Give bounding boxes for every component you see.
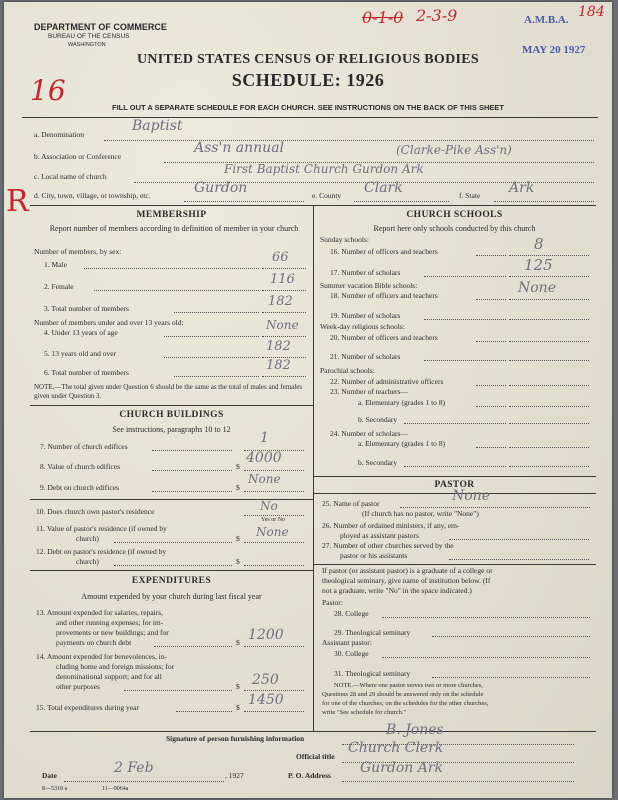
college-intro-2: theological seminary, give name of institution below. (If <box>322 576 491 585</box>
q14-answer: 250 <box>252 672 279 688</box>
divider <box>30 405 313 406</box>
print-number: 11—9064a <box>102 786 129 792</box>
dollar-sign: $ <box>236 638 240 647</box>
answer-line <box>244 646 304 647</box>
q15-answer: 1450 <box>248 692 284 708</box>
q14-line-1: 14. Amount expended for benevolences, in- <box>36 652 168 661</box>
q24-label: 24. Number of scholars— <box>330 429 408 438</box>
department-label: DEPARTMENT OF COMMERCE <box>34 22 167 32</box>
membership-note: NOTE.—The total given under Question 6 should be the same as the total of males and females given under Question 3. <box>34 383 303 400</box>
answer-line <box>382 617 590 618</box>
answer-line <box>244 711 304 712</box>
q11-answer: None <box>256 525 289 539</box>
answer-line <box>244 542 304 543</box>
q15-label: 15. Total expenditures during year <box>36 703 139 712</box>
q12-label-2: church) <box>76 557 99 566</box>
q10-answer: No <box>260 499 278 513</box>
answer-line <box>432 677 590 678</box>
q6-label: 6. Total number of members <box>44 368 129 377</box>
leader <box>424 360 506 361</box>
pastor-heading: PASTOR <box>434 480 475 490</box>
age-intro: Number of members under and over 13 years old: <box>34 318 184 327</box>
answer-line <box>432 636 590 637</box>
q8-label: 8. Value of church edifices <box>40 462 121 471</box>
q14-line-4: other purposes <box>56 682 100 691</box>
leader <box>424 276 506 277</box>
q11-label: 11. Value of pastor's residence (if owned by <box>36 524 167 533</box>
assistant-label: Assistant pastor: <box>322 638 372 647</box>
bureau-label: BUREAU OF THE CENSUS <box>48 33 130 40</box>
leader <box>404 423 506 424</box>
q1-label: 1. Male <box>44 260 67 269</box>
local-name-label: c. Local name of church <box>34 172 107 181</box>
pastor-note-2: Questions 28 and 29 should be answered only on the schedule <box>322 691 484 698</box>
stamp-code: 0-1-0 <box>362 8 404 27</box>
q23-label: 23. Number of teachers— <box>330 387 408 396</box>
answer-line <box>509 319 589 320</box>
q14-line-2: cluding home and foreign missions; for <box>56 662 175 671</box>
membership-intro: Report number of members according to definition of member in your church <box>49 224 299 233</box>
answer-line <box>244 491 304 492</box>
q13-line-1: 13. Amount expended for salaries, repairs, <box>36 608 164 617</box>
association-label: b. Association or Conference <box>34 152 122 161</box>
pastor-note-3: for one of the churches; on the schedules for the other churches, <box>322 700 489 707</box>
leader <box>164 336 259 337</box>
buildings-heading: CHURCH BUILDINGS <box>119 410 224 420</box>
q5-label: 5. 13 years old and over <box>44 349 117 358</box>
yes-no-hint: Yes or No <box>261 517 286 523</box>
q9-answer: None <box>248 472 281 486</box>
q27-line-1: 27. Number of other churches served by the <box>322 541 454 550</box>
q13-answer: 1200 <box>248 627 284 643</box>
answer-line <box>509 276 589 277</box>
answer-line <box>244 470 304 471</box>
q9-label: 9. Debt on church edifices <box>40 483 119 492</box>
leader <box>404 466 506 467</box>
answer-line <box>262 376 306 377</box>
summer-label: Summer vacation Bible schools: <box>320 281 418 290</box>
state-value: Ark <box>509 180 535 196</box>
expenditures-intro: Amount expended by your church during last fiscal year <box>81 592 262 601</box>
red-mark-r: R <box>6 184 29 219</box>
answer-line <box>262 268 306 269</box>
county-label: e. County <box>312 191 342 200</box>
leader <box>174 312 259 313</box>
q24b-label: b. Secondary <box>358 458 398 467</box>
q3-label: 3. Total number of members <box>44 304 129 313</box>
washington-label: WASHINGTON <box>68 42 106 48</box>
answer-line <box>244 515 304 516</box>
signature-label: Signature of person furnishing information <box>166 734 305 743</box>
q8-answer: 4000 <box>246 450 282 466</box>
leader <box>476 299 506 300</box>
divider <box>30 570 313 571</box>
q14-line-3: denominational support; and for all <box>56 672 162 681</box>
divider <box>313 564 596 565</box>
q2-answer: 116 <box>270 272 295 287</box>
q4-answer: None <box>266 318 299 332</box>
divider <box>22 117 598 118</box>
leader <box>476 385 506 386</box>
answer-line <box>244 565 304 566</box>
received-date-stamp: MAY 20 1927 <box>522 44 586 56</box>
leader <box>124 690 232 691</box>
association-note: (Clarke-Pike Ass'n) <box>396 143 512 157</box>
q19-label: 19. Number of scholars <box>330 311 401 320</box>
leader <box>476 406 506 407</box>
census-schedule-form <box>4 2 612 798</box>
membership-heading: MEMBERSHIP <box>136 210 207 220</box>
leader <box>94 290 259 291</box>
leader <box>152 470 232 471</box>
q23b-label: b. Secondary <box>358 415 398 424</box>
leader <box>174 376 259 377</box>
q13-line-3: provements or new buildings; and for <box>56 628 169 637</box>
official-title-label: Official title <box>296 752 335 761</box>
red-mark-16: 16 <box>30 74 66 107</box>
grid-bottom <box>30 731 596 732</box>
schools-intro: Report here only schools conducted by this church <box>373 224 536 233</box>
dollar-sign: $ <box>236 703 240 712</box>
college-intro-1: If pastor (or assistant pastor) is a graduate of a college or <box>322 566 493 575</box>
stamp-amb: A.M.B.A. <box>524 14 569 26</box>
q25-answer: None <box>452 488 490 504</box>
date-value: 2 Feb <box>114 760 154 776</box>
answer-line <box>509 385 589 386</box>
address-value: Gurdon Ark <box>360 760 444 776</box>
grid-center <box>313 205 314 731</box>
dollar-sign: $ <box>236 682 240 691</box>
q7-answer: 1 <box>260 430 269 446</box>
county-value: Clark <box>364 180 403 196</box>
q28-label: 28. College <box>334 609 369 618</box>
expenditures-heading: EXPENDITURES <box>131 576 212 586</box>
q17-answer: 125 <box>524 256 553 274</box>
answer-line <box>509 423 589 424</box>
state-line <box>494 201 594 202</box>
leader <box>152 450 232 451</box>
leader <box>164 357 259 358</box>
leader <box>114 542 232 543</box>
q10-label: 10. Does church own pastor's residence <box>36 507 155 516</box>
answer-line <box>509 466 589 467</box>
denomination-label: a. Denomination <box>34 130 84 139</box>
date-year: , 1927 <box>225 771 244 780</box>
form-number: 8—5318 a <box>42 786 68 792</box>
answer-line <box>400 507 590 508</box>
divider <box>313 476 596 477</box>
q2-label: 2. Female <box>44 282 74 291</box>
denomination-line <box>104 140 594 141</box>
q16-label: 16. Number of officers and teachers <box>330 247 438 256</box>
q24a-label: a. Elementary (grades 1 to 8) <box>358 439 446 448</box>
q17-label: 17. Number of scholars <box>330 268 401 277</box>
q30-label: 30. College <box>334 649 369 658</box>
city-label: d. City, town, village, or township, etc. <box>34 191 151 200</box>
answer-line <box>509 360 589 361</box>
answer-line <box>244 690 304 691</box>
leader <box>476 255 506 256</box>
address-line <box>342 781 574 782</box>
schedule-title: SCHEDULE: 1926 <box>231 70 385 90</box>
county-line <box>354 201 449 202</box>
answer-line <box>509 447 589 448</box>
q25-note: (If church has no pastor, write "None") <box>362 509 479 518</box>
dollar-sign: $ <box>236 462 240 471</box>
answer-line <box>262 290 306 291</box>
q29-label: 29. Theological seminary <box>334 628 411 637</box>
answer-line <box>262 336 306 337</box>
pastor-note-4: write "See schedule for church." <box>322 709 407 716</box>
association-value: Ass'n annual <box>194 140 285 156</box>
leader <box>152 491 232 492</box>
q4-label: 4. Under 13 years of age <box>44 328 118 337</box>
dollar-sign: $ <box>236 534 240 543</box>
q21-label: 21. Number of scholars <box>330 352 401 361</box>
answer-line <box>262 312 306 313</box>
q31-label: 31. Theological seminary <box>334 669 411 678</box>
q26-line-2: ployed as assistant pastors <box>340 531 419 540</box>
q13-line-2: and other running expenses; for im- <box>56 618 164 627</box>
signature-value: B. Jones <box>386 722 444 738</box>
q18-answer: None <box>518 280 556 296</box>
dollar-sign: $ <box>236 483 240 492</box>
date-line <box>64 781 224 782</box>
college-intro-3: not a graduate, write "No" in the space indicated.) <box>322 586 472 595</box>
q23a-label: a. Elementary (grades 1 to 8) <box>358 398 446 407</box>
pastor-note-1: NOTE.—Where one pastor serves two or more churches, <box>334 682 483 689</box>
official-title-value: Church Clerk <box>348 740 444 756</box>
parochial-label: Parochial schools: <box>320 366 375 375</box>
q18-label: 18. Number of officers and teachers <box>330 291 438 300</box>
q3-answer: 182 <box>268 294 293 309</box>
q26-line-1: 26. Number of ordained ministers, if any, em- <box>322 521 460 530</box>
q25-label: 25. Name of pastor <box>322 499 380 508</box>
pastor-label: Pastor: <box>322 598 343 607</box>
leader <box>476 447 506 448</box>
answer-line <box>509 406 589 407</box>
stamp-number: 184 <box>578 4 605 20</box>
q12-label: 12. Debt on pastor's residence (if owned by <box>36 547 167 556</box>
answer-line <box>382 657 590 658</box>
state-label: f. State <box>459 191 481 200</box>
leader <box>176 711 232 712</box>
city-line <box>184 201 304 202</box>
q11-label-2: church) <box>76 534 99 543</box>
leader <box>476 341 506 342</box>
q7-label: 7. Number of church edifices <box>40 442 128 451</box>
q5-answer: 182 <box>266 339 291 354</box>
answer-line <box>509 341 589 342</box>
answer-line <box>449 539 589 540</box>
q27-line-2: pastor or his assistants <box>340 551 408 560</box>
leader <box>154 646 232 647</box>
dollar-sign: $ <box>236 557 240 566</box>
city-value: Gurdon <box>194 180 248 196</box>
answer-line <box>509 299 589 300</box>
denomination-value: Baptist <box>132 118 183 134</box>
local-name-value: First Baptist Church Gurdon Ark <box>224 162 424 176</box>
date-label: Date <box>42 771 57 780</box>
leader <box>114 565 232 566</box>
q6-answer: 182 <box>266 358 291 373</box>
q13-line-4: payments on church debt <box>56 638 132 647</box>
address-label: P. O. Address <box>288 771 331 780</box>
sunday-label: Sunday schools: <box>320 235 369 244</box>
schools-heading: CHURCH SCHOOLS <box>406 210 503 220</box>
q22-label: 22. Number of administrative officers <box>330 377 444 386</box>
q1-answer: 66 <box>272 250 289 265</box>
buildings-intro: See instructions, paragraphs 10 to 12 <box>112 425 231 434</box>
leader <box>424 319 506 320</box>
answer-line <box>449 559 589 560</box>
leader <box>84 268 259 269</box>
q16-answer: 8 <box>534 235 544 253</box>
form-title: UNITED STATES CENSUS OF RELIGIOUS BODIES <box>136 52 479 67</box>
weekday-label: Week-day religious schools: <box>320 322 405 331</box>
q20-label: 20. Number of officers and teachers <box>330 333 438 342</box>
stamp-code-2: 2-3-9 <box>416 6 458 25</box>
fill-instruction: FILL OUT A SEPARATE SCHEDULE FOR EACH CHURCH. SEE INSTRUCTIONS ON THE BACK OF THIS SHEET <box>112 103 504 112</box>
by-sex-label: Number of members, by sex: <box>34 247 122 256</box>
